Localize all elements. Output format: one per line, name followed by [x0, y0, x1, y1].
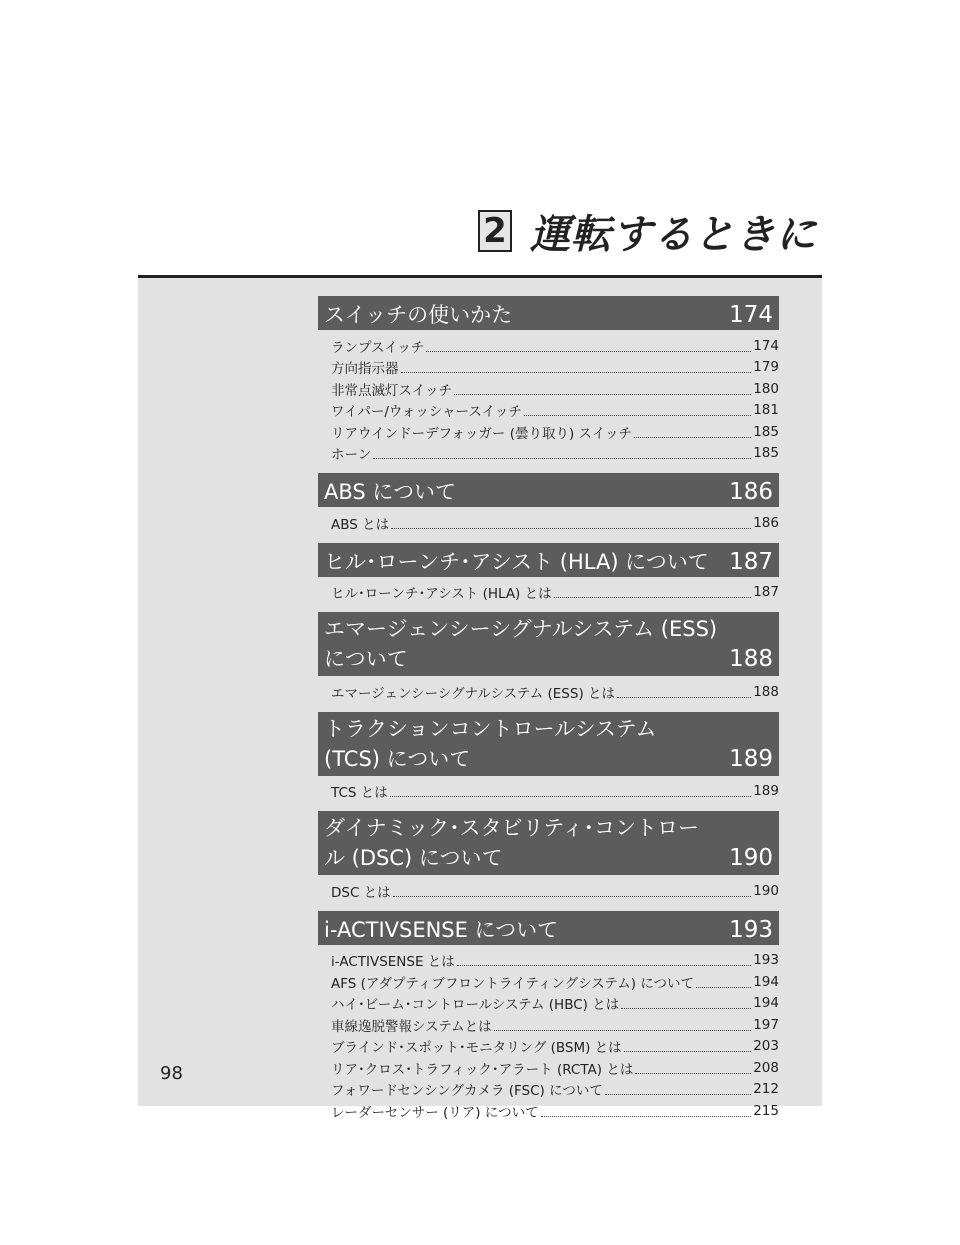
toc-entry[interactable] — [318, 950, 779, 972]
section-page-number: 174 — [729, 302, 773, 328]
toc-entry[interactable] — [318, 443, 779, 465]
dot-leader — [541, 1105, 752, 1117]
section-heading[interactable] — [318, 911, 779, 945]
toc-entry-page: 193 — [753, 952, 779, 969]
dot-leader — [391, 517, 751, 529]
dot-leader — [554, 586, 752, 598]
section-heading[interactable] — [318, 712, 779, 776]
toc-entry-page: 212 — [753, 1081, 779, 1098]
toc-entry-label: ヒル･ローンチ･アシスト (HLA) とは — [331, 586, 552, 603]
toc-entry[interactable] — [318, 582, 779, 604]
toc-entry-label: TCS とは — [331, 785, 388, 802]
toc-entry-label: ホーン — [331, 447, 372, 464]
toc-entry-page: 185 — [753, 445, 779, 462]
toc-entry[interactable] — [318, 1014, 779, 1036]
toc-entry-label: AFS (アダプティブフロントライティングシステム) について — [331, 975, 695, 992]
toc-entry[interactable] — [318, 421, 779, 443]
dot-leader — [605, 1083, 751, 1095]
section-heading[interactable] — [318, 612, 779, 676]
toc-entry[interactable] — [318, 400, 779, 422]
section-title: スイッチの使いかた — [324, 303, 513, 327]
chapter-title — [478, 205, 817, 257]
section-heading[interactable] — [318, 543, 779, 577]
toc-entry-page: 187 — [753, 584, 779, 601]
toc-entry[interactable] — [318, 1079, 779, 1101]
toc-entry-label: ハイ･ビーム･コントロールシステム (HBC) とは — [331, 997, 620, 1014]
section-title: ABS について — [324, 480, 456, 504]
dot-leader — [635, 1062, 751, 1074]
toc-entry-page: 188 — [753, 683, 779, 700]
toc-entry[interactable] — [318, 880, 779, 902]
dot-leader — [634, 426, 751, 438]
section-title: ヒル･ローンチ･アシスト (HLA) について — [324, 549, 709, 574]
section-title: ダイナミック･スタビリティ･コントロール (DSC) について — [324, 816, 700, 870]
toc-entry-page: 174 — [753, 337, 779, 354]
toc-entry[interactable] — [318, 993, 779, 1015]
toc-entry-label: エマージェンシーシグナルシステム (ESS) とは — [331, 685, 616, 702]
dot-leader — [426, 340, 751, 352]
toc-entry-page: 186 — [753, 514, 779, 531]
dot-leader — [617, 686, 751, 698]
toc-entry[interactable] — [318, 1057, 779, 1079]
dot-leader — [390, 785, 751, 797]
section-title: トラクションコントロールシステム (TCS) について — [324, 716, 657, 771]
toc-entry-page: 203 — [753, 1038, 779, 1055]
toc-entry-page: 194 — [753, 973, 779, 990]
toc-entry-page: 208 — [753, 1059, 779, 1076]
toc-entry-label: DSC とは — [331, 884, 391, 901]
toc-entry[interactable] — [318, 357, 779, 379]
toc-entry-label: ブラインド･スポット･モニタリング (BSM) とは — [331, 1040, 622, 1057]
dot-leader — [494, 1019, 752, 1031]
dot-leader — [457, 954, 751, 966]
toc-entry-label: i-ACTIVSENSE とは — [331, 954, 455, 971]
dot-leader — [624, 1040, 752, 1052]
dot-leader — [373, 447, 751, 459]
toc-entry-label: レーダーセンサー (リア) について — [331, 1104, 539, 1121]
toc-entry[interactable] — [318, 971, 779, 993]
toc-entry-label: ランプスイッチ — [331, 339, 425, 356]
toc-entry[interactable] — [318, 681, 779, 703]
section-heading[interactable] — [318, 811, 779, 875]
toc-entry[interactable] — [318, 1036, 779, 1058]
section-page-number: 189 — [729, 745, 773, 772]
dot-leader — [696, 976, 751, 988]
toc-entry-page: 180 — [753, 380, 779, 397]
toc-entry-page: 194 — [753, 995, 779, 1012]
toc-entry-page: 197 — [753, 1016, 779, 1033]
toc-entry[interactable] — [318, 378, 779, 400]
toc-entry-label: フォワードセンシングカメラ (FSC) について — [331, 1083, 603, 1100]
toc-entry-label: ABS とは — [331, 516, 390, 533]
section-title: エマージェンシーシグナルシステム (ESS) について — [324, 617, 718, 671]
toc-entry-page: 179 — [753, 359, 779, 376]
dot-leader — [401, 361, 752, 373]
toc-entry-label: リア･クロス･トラフィック･アラート (RCTA) とは — [331, 1061, 634, 1078]
dot-leader — [524, 404, 751, 416]
section-page-number: 190 — [729, 845, 773, 871]
table-of-contents — [318, 287, 779, 1122]
dot-leader — [393, 885, 752, 897]
dot-leader — [454, 383, 751, 395]
section-heading[interactable] — [318, 296, 779, 330]
toc-entry-page: 215 — [753, 1102, 779, 1119]
toc-entry-label: 方向指示器 — [331, 361, 399, 378]
dot-leader — [621, 997, 751, 1009]
section-page-number: 186 — [729, 479, 773, 505]
section-title: i-ACTIVSENSE について — [324, 917, 559, 942]
toc-entry[interactable] — [318, 512, 779, 534]
page-number: 98 — [160, 1063, 183, 1084]
section-page-number: 193 — [729, 916, 773, 943]
toc-entry-label: リアウインドーデフォッガー (曇り取り) スイッチ — [331, 425, 632, 442]
section-page-number: 188 — [729, 646, 773, 672]
section-heading[interactable] — [318, 473, 779, 507]
toc-entry-label: ワイパー/ウォッシャースイッチ — [331, 404, 522, 421]
toc-entry-page: 181 — [753, 402, 779, 419]
toc-entry-page: 185 — [753, 423, 779, 440]
toc-entry[interactable] — [318, 335, 779, 357]
toc-entry-label: 車線逸脱警報システムとは — [331, 1018, 492, 1035]
section-page-number: 187 — [729, 548, 773, 575]
toc-entry-page: 189 — [753, 783, 779, 800]
toc-entry[interactable] — [318, 781, 779, 803]
toc-entry-page: 190 — [753, 882, 779, 899]
chapter-number: 2 — [478, 210, 512, 252]
chapter-heading: 運転するときに — [530, 211, 817, 258]
toc-entry-label: 非常点滅灯スイッチ — [331, 382, 452, 399]
toc-entry[interactable] — [318, 1100, 779, 1122]
